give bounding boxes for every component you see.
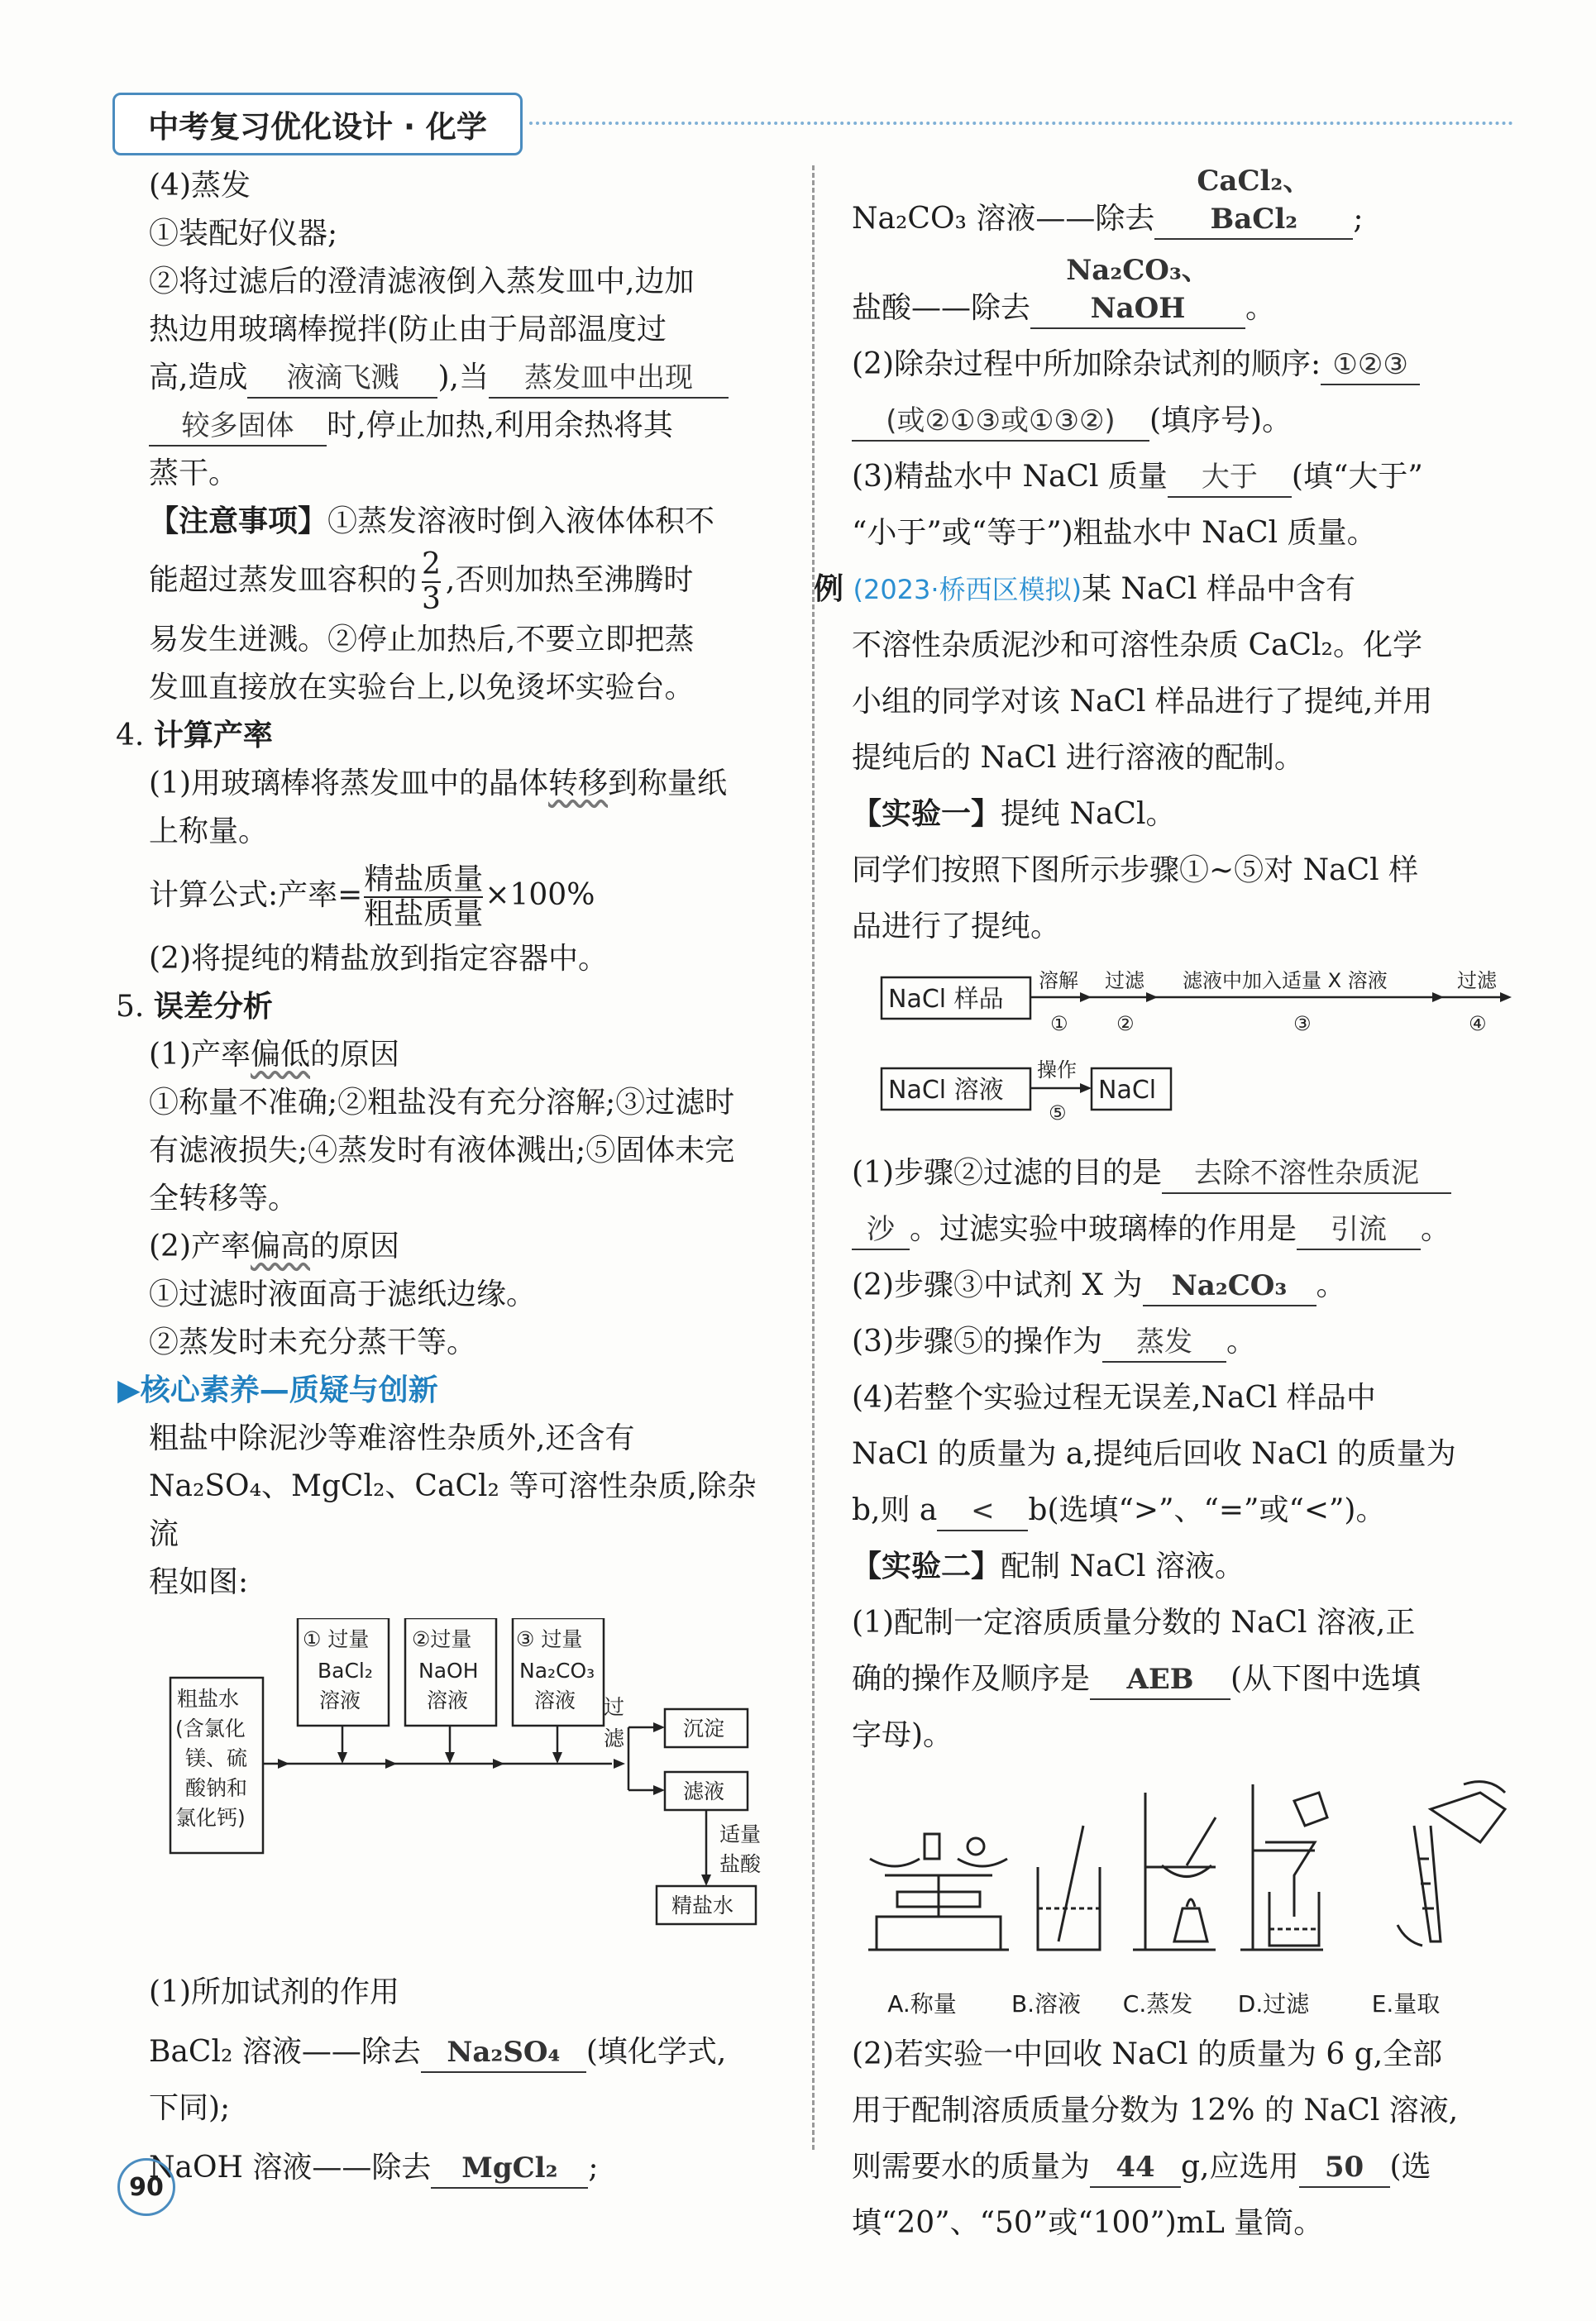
reagent-2-label: 溶液 (427, 1688, 469, 1712)
header-dotted-rule (529, 122, 1513, 125)
reagent-3-label: 溶液 (534, 1688, 576, 1712)
flow2-sample: NaCl 样品 (888, 985, 1004, 1014)
apparatus-label: D.过滤 (1237, 1990, 1310, 2018)
triangle-bullet-icon: ▶ (117, 1373, 141, 1407)
note-line-1: 【注意事项】①蒸发溶液时倒入液体体积不 (149, 504, 715, 538)
answer-blank: (或②①③或①③②) (852, 402, 1149, 442)
right-column (814, 162, 1513, 2247)
q3-line-2: “小于”或“等于”)粗盐水中 NaCl 质量。 (852, 516, 1377, 550)
hcl-line: 盐酸——除去Na₂CO₃、NaOH 。 (852, 251, 1513, 332)
exp2-heading: 【实验二】配制 NaCl 溶液。 (852, 1550, 1245, 1583)
filtration-stand-icon (1240, 1784, 1327, 1950)
pure-brine-label: 精盐水 (671, 1894, 734, 1917)
flow2-step-number: ④ (1469, 1012, 1487, 1035)
apparatus-label: B.溶液 (1011, 1990, 1082, 2018)
q2-line-1: (2)除杂过程中所加除杂试剂的顺序: ①②③ (852, 341, 1513, 389)
flow2-step-number: ③ (1293, 1012, 1312, 1035)
crude-label: (含氯化 (175, 1717, 246, 1741)
reagent-2-label: NaOH (418, 1659, 479, 1683)
e2-q2-line-4: 填“20”、“50”或“100”)mL 量筒。 (852, 2206, 1324, 2240)
balance-icon (868, 1834, 1009, 1950)
exp1-heading: 【实验一】提纯 NaCl。 (852, 797, 1176, 831)
evap-step-2e: 蒸干。 (149, 456, 239, 490)
answer-blank: CaCl₂、BaCl₂ (1154, 162, 1353, 240)
flow2-step-number: ① (1050, 1012, 1068, 1035)
q2-line-2: (或②①③或①③②) (填序号)。 (852, 397, 1513, 445)
core-heading: ▶核心素养—质疑与创新 (117, 1373, 438, 1407)
q1-naoh: NaOH 溶液——除去 MgCl₂ ; (149, 2144, 786, 2192)
e2-q2-line-2: 用于配制溶质质量分数为 12% 的 NaCl 溶液, (852, 2094, 1459, 2128)
filter-label: 过 (604, 1695, 625, 1719)
crude-label: 镁、硫 (185, 1746, 248, 1770)
s5-high-title: (2)产率偏高的原因 (149, 1230, 400, 1263)
exp1-line-1: 同学们按照下图所示步骤①~⑤对 NaCl 样 (852, 853, 1419, 887)
flow2-step-number: ② (1116, 1012, 1135, 1035)
e1-q4-line-2: NaCl 的质量为 a,提纯后回收 NaCl 的质量为 (852, 1437, 1456, 1471)
note-line-3: 易发生迸溅。②停止加热后,不要立即把蒸 (149, 623, 695, 657)
nacl-purification-flow (852, 959, 1513, 1141)
flow2-step-number: ⑤ (1049, 1101, 1067, 1125)
acid-label: 盐酸 (719, 1852, 762, 1876)
flow2-step-label: 过滤 (1457, 969, 1497, 992)
note-line-2: 能超过蒸发皿容积的 $\frac{2}{3}$ ,否则加热至沸腾时 (149, 547, 694, 616)
s4-line-1: (1)用玻璃棒将蒸发皿中的晶体转移到称量纸 (149, 767, 728, 800)
flow2-step-label: 滤液中加入适量 X 溶液 (1183, 969, 1388, 992)
example-source: (2023·桥西区模拟) (853, 574, 1082, 605)
answer-blank: 蒸发皿中出现 (489, 359, 729, 399)
acid-label: 适量 (719, 1822, 762, 1846)
apparatus-label: E.量取 (1371, 1990, 1441, 2018)
answer-blank: < (937, 1492, 1028, 1531)
flow2-solution: NaCl 溶液 (888, 1076, 1004, 1105)
answer-blank: MgCl₂ (431, 2149, 588, 2189)
example-line-1: 例 (2023·桥西区模拟)某 NaCl 样品中含有 (814, 572, 1355, 606)
exp1-line-2: 品进行了提纯。 (852, 910, 1061, 943)
flow2-product: NaCl (1098, 1076, 1157, 1105)
yield-fraction: $\frac{\text{精盐质量}}{\text{粗盐质量}}$ (364, 862, 484, 931)
answer-blank: AEB (1090, 1660, 1230, 1700)
reagent-1-label: 溶液 (319, 1688, 361, 1712)
filtrate-label: 滤液 (683, 1779, 725, 1803)
example-line-3: 小组的同学对该 NaCl 样品进行了提纯,并用 (852, 685, 1433, 719)
q3-line-1: (3)精盐水中 NaCl 质量 大于 (填“大于” (852, 453, 1513, 501)
e1-q1-line-2: 沙 。过滤实验中玻璃棒的作用是 引流 。 (852, 1206, 1513, 1254)
s4-line-2: 上称量。 (149, 814, 269, 848)
evap-step-2d: 较多固体 时,停止加热,利用余热将其 (149, 402, 786, 450)
reagent-2-label: ②过量 (412, 1627, 472, 1651)
answer-blank: Na₂CO₃ (1143, 1267, 1316, 1306)
reagent-3-label: Na₂CO₃ (519, 1659, 595, 1683)
apparatus-label: A.称量 (887, 1990, 957, 2018)
e2-q2-line-3: 则需要水的质量为 44 g,应选用 50 (选 (852, 2143, 1513, 2191)
e2-q1-line-2: 确的操作及顺序是 AEB (从下图中选填 (852, 1655, 1513, 1703)
answer-blank: 44 (1090, 2148, 1181, 2188)
reagent-1-label: ① 过量 (303, 1627, 370, 1651)
s5-low-title: (1)产率偏低的原因 (149, 1038, 400, 1072)
s5-low-2: 有滤液损失;④蒸发时有液体溅出;⑤固体未完 (149, 1134, 735, 1168)
header-title-box (112, 93, 523, 155)
q1-bacl2: BaCl₂ 溶液——除去 Na₂SO₄ (填化学式, (149, 2028, 786, 2076)
crude-label: 酸钠和 (185, 1776, 248, 1800)
q1-same: 下同); (149, 2091, 231, 2125)
example-line-2: 不溶性杂质泥沙和可溶性杂质 CaCl₂。化学 (852, 628, 1422, 662)
e1-q2-line: (2)步骤③中试剂 X 为 Na₂CO₃ 。 (852, 1262, 1513, 1310)
core-line-3: 程如图: (149, 1565, 249, 1599)
s4-line-3: (2)将提纯的精盐放到指定容器中。 (149, 942, 608, 976)
answer-blank: 蒸发 (1102, 1323, 1226, 1363)
s5-low-3: 全转移等。 (149, 1182, 299, 1215)
precipitate-label: 沉淀 (683, 1717, 725, 1741)
filter-label: 滤 (604, 1726, 625, 1750)
e2-q2-line-1: (2)若实验一中回收 NaCl 的质量为 6 g,全部 (852, 2037, 1443, 2071)
answer-blank: 引流 (1297, 1211, 1421, 1250)
section-5-heading: 5. 误差分析 (116, 990, 273, 1024)
flow2-step-label: 溶解 (1039, 969, 1078, 992)
answer-blank: 大于 (1168, 458, 1292, 498)
beaker-icon (1038, 1826, 1100, 1950)
e1-q3-line: (3)步骤⑤的操作为 蒸发 。 (852, 1318, 1513, 1366)
flow2-step-label: 过滤 (1105, 969, 1144, 992)
core-line-2: Na₂SO₄、MgCl₂、CaCl₂ 等可溶性杂质,除杂流 (149, 1469, 757, 1551)
s5-high-2: ②蒸发时未充分蒸干等。 (149, 1325, 477, 1359)
e2-q1-line-3: 字母)。 (852, 1718, 953, 1752)
evap-step-1: ①装配好仪器; (149, 217, 338, 251)
note-line-4: 发皿直接放在实验台上,以免烫坏实验台。 (149, 671, 695, 704)
section-4-heading: 4. 计算产率 (116, 719, 273, 752)
crude-label: 粗盐水 (177, 1687, 240, 1711)
header-title: 中考复习优化设计 · 化学 (148, 109, 487, 145)
evap-step-2a: ②将过滤后的澄清滤液倒入蒸发皿中,边加 (149, 265, 695, 298)
answer-blank: 50 (1299, 2148, 1390, 2188)
purification-flow-diagram (165, 1618, 794, 1949)
s5-low-1: ①称量不准确;②粗盐没有充分溶解;③过滤时 (149, 1086, 735, 1120)
apparatus-label: C.蒸发 (1122, 1990, 1193, 2018)
reagent-1-label: BaCl₂ (318, 1659, 373, 1683)
e1-q4-line-3: b,则 a < b(选填“>”、“=”或“<”)。 (852, 1487, 1513, 1535)
apparatus-labels (852, 1986, 1513, 2019)
apparatus-illustrations (852, 1776, 1513, 1991)
s5-high-1: ①过滤时液面高于滤纸边缘。 (149, 1278, 537, 1311)
answer-blank: ①②③ (1321, 346, 1420, 385)
q1-title: (1)所加试剂的作用 (149, 1975, 399, 2009)
evap-step-2b: 热边用玻璃棒搅拌(防止由于局部温度过 (149, 313, 667, 346)
crude-label: 氯化钙) (175, 1806, 246, 1830)
e2-q1-line-1: (1)配制一定溶质质量分数的 NaCl 溶液,正 (852, 1606, 1416, 1640)
page-number: 90 (117, 2158, 175, 2216)
measuring-cylinder-icon (1398, 1782, 1505, 1946)
answer-blank: 去除不溶性杂质泥 (1162, 1154, 1451, 1194)
evap-title: (4)蒸发 (149, 169, 251, 203)
e1-q4-line-1: (4)若整个实验过程无误差,NaCl 样品中 (852, 1381, 1376, 1415)
column-divider (812, 165, 815, 2150)
answer-blank: 沙 (852, 1211, 910, 1250)
fraction-two-thirds: $\frac{2}{3}$ (422, 547, 441, 616)
answer-blank: 液滴飞溅 (247, 359, 437, 399)
answer-blank: Na₂CO₃、NaOH (1030, 251, 1245, 329)
evap-step-2c: 高,造成 液滴飞溅 ),当 蒸发皿中出现 (149, 354, 786, 402)
na2co3-line: Na₂CO₃ 溶液——除去CaCl₂、BaCl₂ ; (852, 162, 1513, 243)
answer-blank: 较多固体 (149, 407, 327, 447)
flow2-step-label: 操作 (1037, 1058, 1077, 1082)
e1-q1-line-1: (1)步骤②过滤的目的是 去除不溶性杂质泥 (852, 1149, 1513, 1197)
reagent-3-label: ③ 过量 (516, 1627, 583, 1651)
core-line-1: 粗盐中除泥沙等难溶性杂质外,还含有 (149, 1421, 635, 1455)
answer-blank: Na₂SO₄ (421, 2033, 586, 2073)
yield-formula: 计算公式:产率= $\frac{\text{精盐质量}}{\text{粗盐质量}}$ ×100% (149, 862, 595, 931)
evaporation-stand-icon (1133, 1793, 1216, 1950)
example-line-4: 提纯后的 NaCl 进行溶液的配制。 (852, 741, 1304, 775)
